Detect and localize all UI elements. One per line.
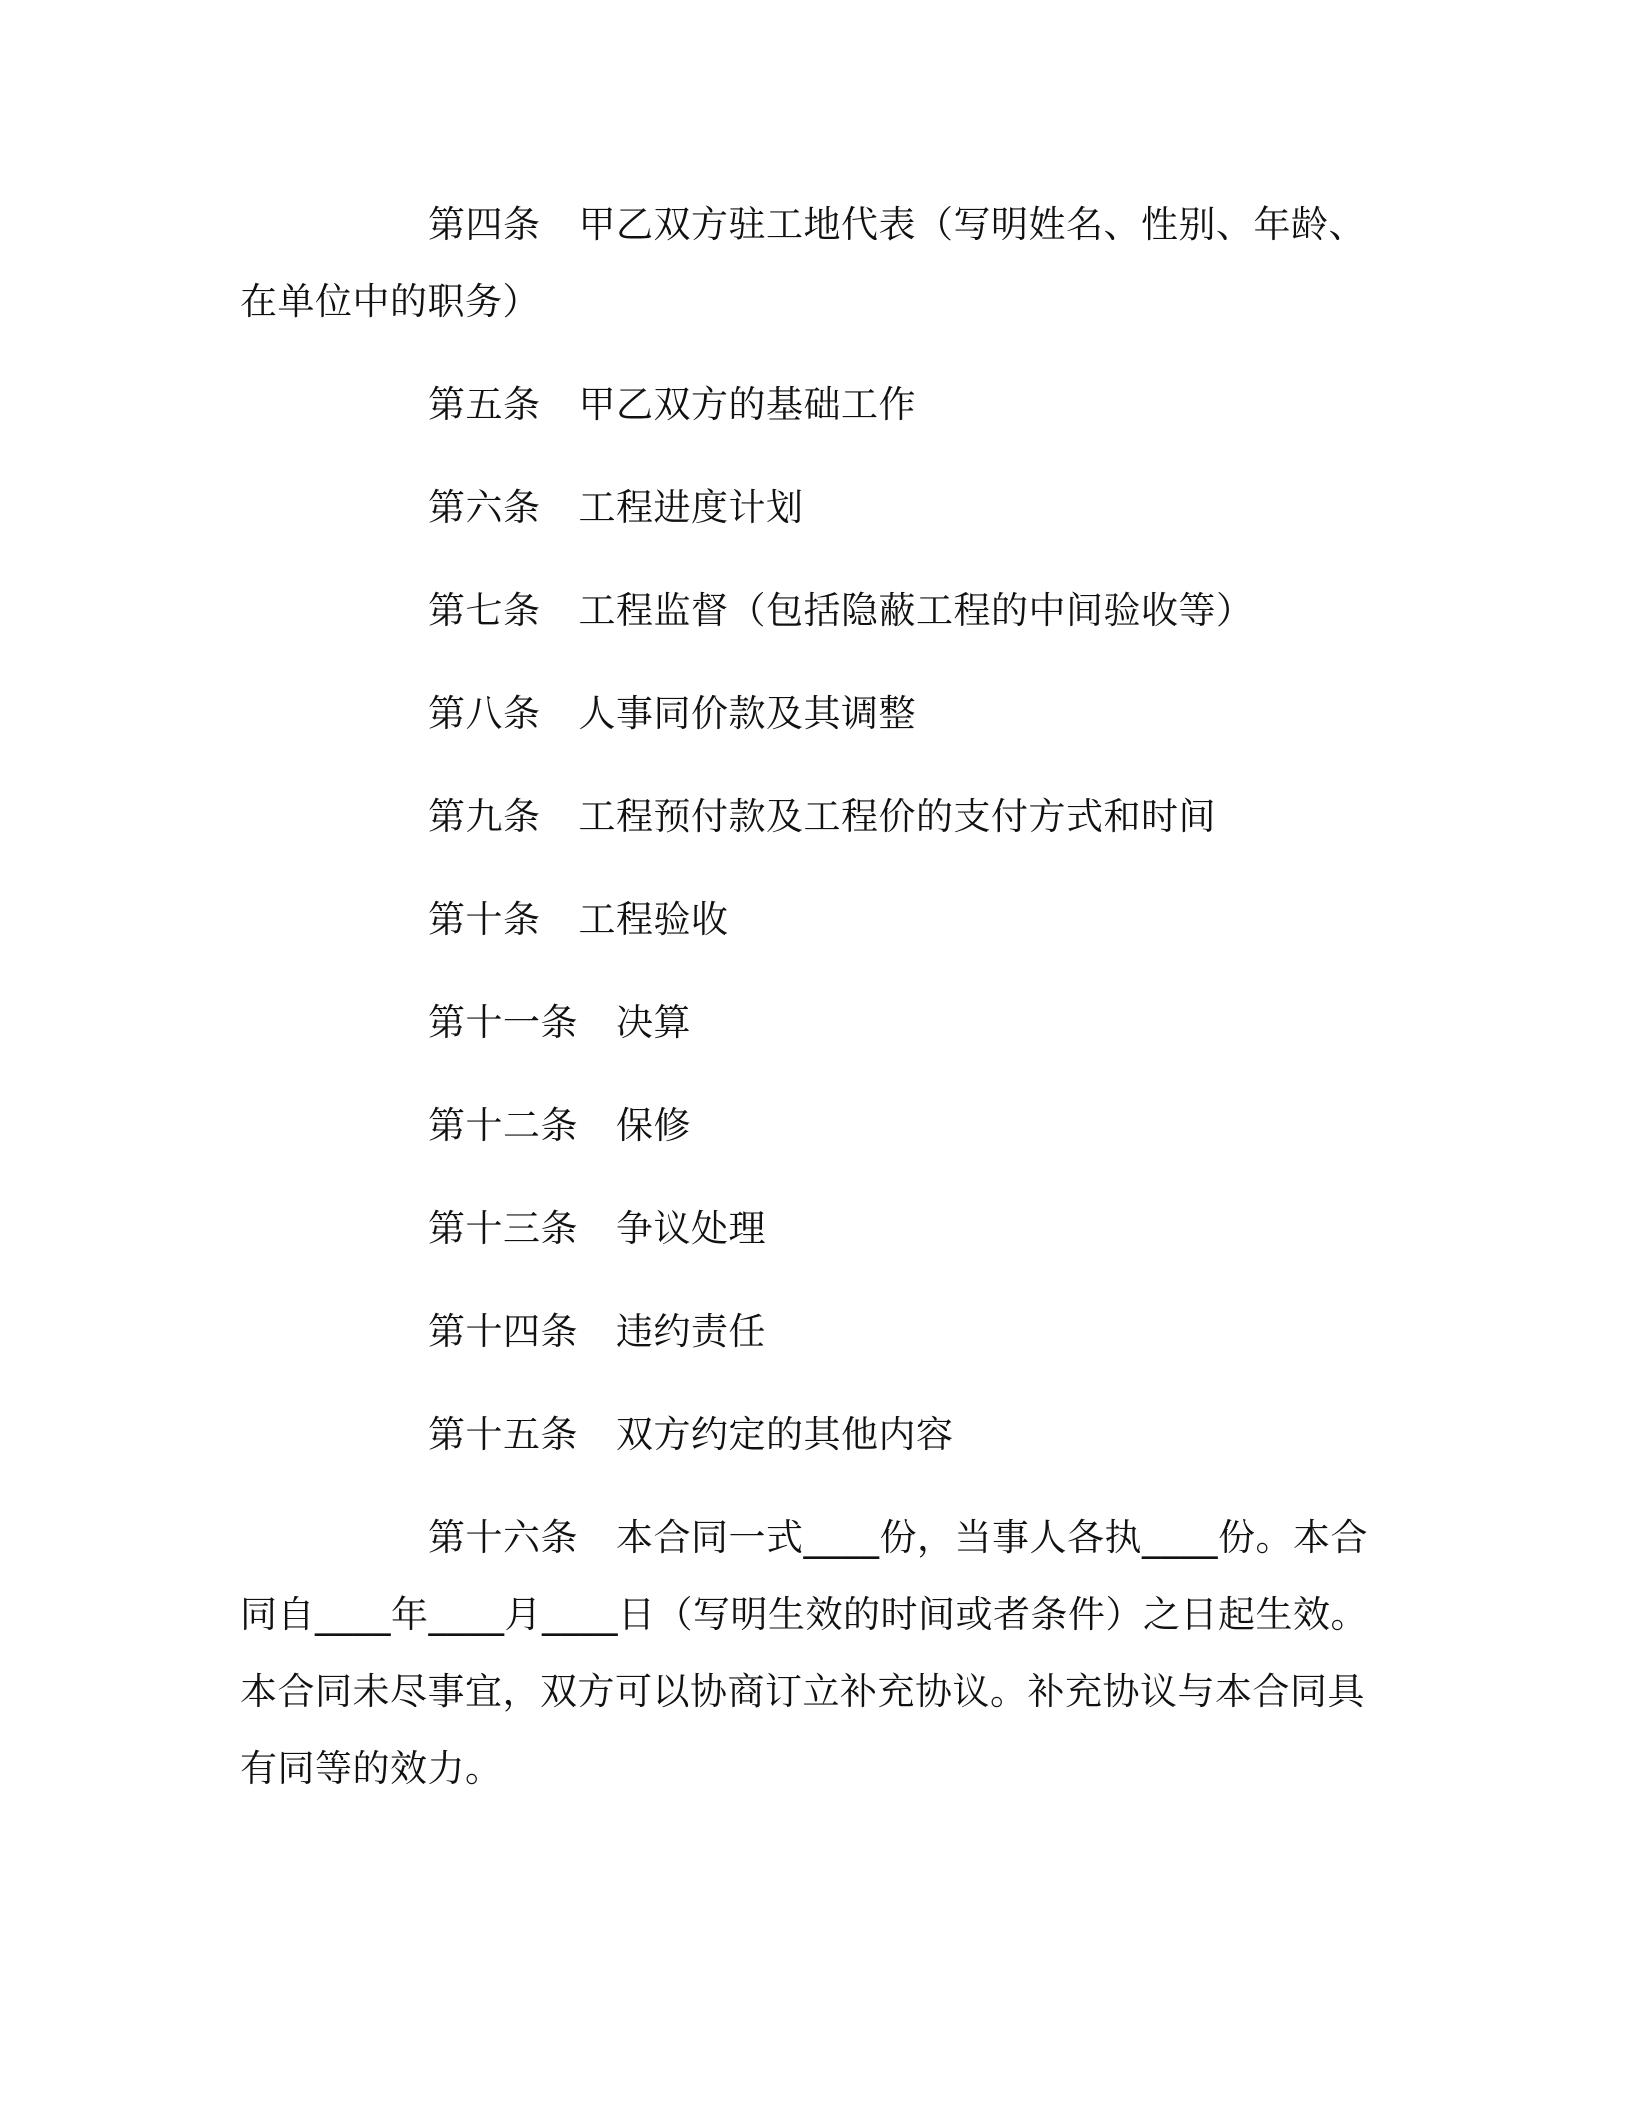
article-8 [240,675,1375,752]
article-text: 争议处理 [616,1207,766,1250]
article-5 [240,366,1375,443]
article-13 [240,1190,1375,1267]
article-number: 第四条 [428,203,541,246]
article-text: 双方约定的其他内容 [616,1413,954,1456]
article-number: 第十四条 [428,1310,578,1353]
article-number: 第五条 [428,383,541,426]
article-number: 第十条 [428,898,541,941]
document-body [240,186,1375,1833]
article-number: 第八条 [428,692,541,735]
article-number: 第九条 [428,795,541,838]
article-9 [240,778,1375,855]
article-number: 第十一条 [428,1001,578,1044]
article-text: 工程预付款及工程价的支付方式和时间 [578,795,1216,838]
article-4 [240,186,1375,340]
article-12 [240,1087,1375,1164]
article-15 [240,1396,1375,1473]
article-text: 甲乙双方驻工地代表（写明姓名、性别、年龄、在单位中的职务） [240,203,1366,323]
article-number: 第十六条 [428,1516,578,1559]
article-text: 本合同一式____份，当事人各执____份。本合同自____年____月____日（写明生效的时间或者条件）之日起生效。本合同未尽事宜，双方可以协商订立补充协议。补充协议与本合同具有同等的效力。 [240,1516,1368,1790]
article-14 [240,1293,1375,1370]
article-number: 第十三条 [428,1207,578,1250]
article-number: 第七条 [428,589,541,632]
article-text: 人事同价款及其调整 [578,692,916,735]
article-6 [240,469,1375,546]
article-text: 甲乙双方的基础工作 [578,383,916,426]
article-number: 第十五条 [428,1413,578,1456]
article-number: 第十二条 [428,1104,578,1147]
article-11 [240,984,1375,1061]
article-10 [240,881,1375,958]
article-text: 工程监督（包括隐蔽工程的中间验收等） [578,589,1254,632]
article-number: 第六条 [428,486,541,529]
article-text: 保修 [616,1104,691,1147]
article-7 [240,572,1375,649]
article-text: 工程验收 [578,898,729,941]
article-16 [240,1499,1375,1807]
article-text: 违约责任 [616,1310,766,1353]
article-text: 决算 [616,1001,691,1044]
article-text: 工程进度计划 [578,486,804,529]
